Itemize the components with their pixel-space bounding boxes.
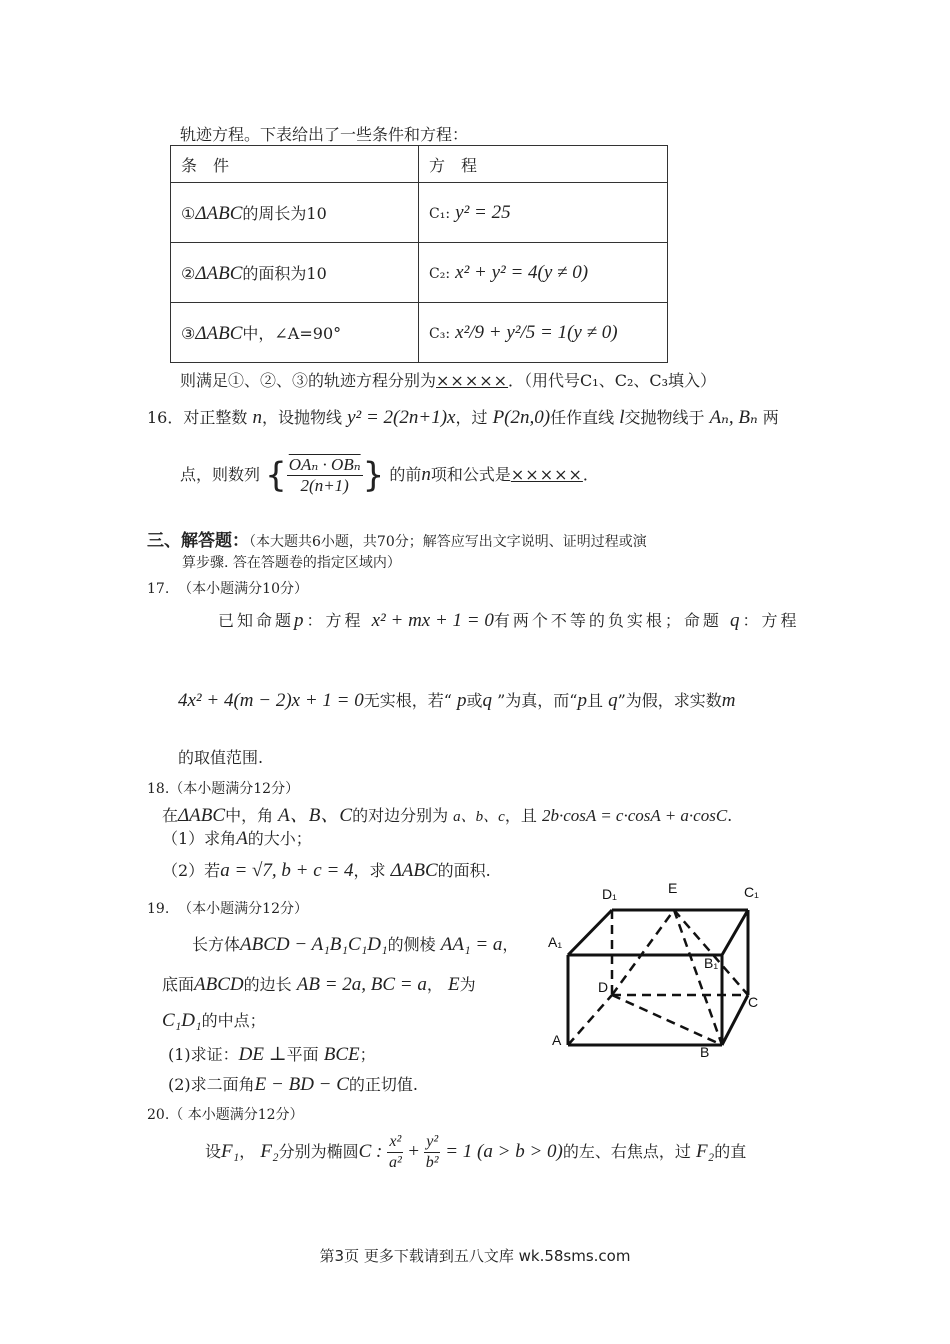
label-D1: D₁ [602, 886, 617, 902]
q19-part2: (2)求二面角E − BD − C的正切值. [168, 1074, 419, 1095]
q19-header: 19. （本小题满分12分） [147, 901, 308, 917]
q20-line1: 设F₁， F₂分别为椭圆C : $\frac{\text{x²}}{\text{a²}}$ + $\frac{\text{y²}}{\text{b²}}$ = 1 (a > b > 0)的左、右焦点，过 F₂的直 [205, 1133, 747, 1171]
table-header-equation: 方 程 [419, 146, 668, 183]
label-A: A [552, 1032, 562, 1048]
intro-text: 轨迹方程。下表给出了一些条件和方程： [180, 125, 469, 144]
page-footer: 第3页 更多下载请到五八文库 wk.58sms.com [319, 1247, 631, 1265]
table-row: ②ΔABC的面积为10 C₂: x² + y² = 4(y ≠ 0) [171, 243, 668, 303]
section3-header: 三、解答题：（本大题共6小题，共70分；解答应写出文字说明、证明过程或演 [147, 531, 647, 551]
q17-line1: 已知命题p：方程 x² + mx + 1 = 0有两个不等的负实根；命题 q：方程 [218, 610, 800, 631]
label-C1: C₁ [744, 884, 759, 900]
table-row: ①ΔABC的周长为10 C₁: y² = 25 [171, 183, 668, 243]
cuboid-figure [540, 875, 780, 1065]
q15-answer-line: 则满足①、②、③的轨迹方程分别为×××××．（用代号C₁、C₂、C₃填入） [180, 371, 717, 390]
q18-part2: （2）若a = √7, b + c = 4，求 ΔABC的面积. [162, 860, 491, 881]
q19-part1: (1)求证：DE ⊥平面 BCE； [168, 1044, 376, 1065]
label-E: E [668, 880, 678, 896]
q18-part1: （1）求角A的大小； [162, 828, 312, 849]
label-A1: A₁ [548, 934, 563, 950]
q19-line2: 底面ABCD的边长 AB = 2a, BC = a， E为 [162, 974, 476, 995]
q16-line1: 16．对正整数 n，设抛物线 y² = 2(2n+1)x，过 P(2n,0)任作直线 l交抛物线于 Aₙ, Bₙ 两 [147, 407, 779, 428]
table-header-condition: 条 件 [171, 146, 419, 183]
q19-line1: 长方体ABCD − A₁B₁C₁D₁的侧棱 AA₁ = a， [192, 934, 519, 955]
table-row: ③ΔABC中，∠A=90° C₃: x²/9 + y²/5 = 1(y ≠ 0) [171, 303, 668, 363]
q17-header: 17. （本小题满分10分） [147, 581, 308, 597]
q17-line3: 的取值范围. [178, 748, 264, 767]
section3-desc2: 算步骤. 答在答题卷的指定区域内） [182, 555, 401, 571]
label-B: B [700, 1044, 710, 1060]
q18-line1: 在ΔABC中，角 A、B、C的对边分别为 a、b、c，且 2b·cosA = c·cosA + a·cosC. [162, 805, 733, 826]
label-D: D [598, 979, 609, 995]
q17-line2: 4x² + 4(m − 2)x + 1 = 0无实根，若“ p或q ”为真，而“p且 q”为假，求实数m [178, 690, 736, 711]
q18-header: 18.（本小题满分12分） [147, 781, 300, 797]
label-C: C [748, 994, 759, 1010]
q16-line2: 点，则数列 { $\frac{\text{OAₙ · OBₙ}}{2(n+1)}$ } 的前n项和公式是×××××． [180, 455, 599, 496]
q19-line3: C₁D₁的中点； [162, 1010, 266, 1031]
conditions-table [170, 145, 668, 363]
q20-header: 20.（ 本小题满分12分） [147, 1107, 304, 1123]
label-B1: B₁ [704, 955, 719, 971]
